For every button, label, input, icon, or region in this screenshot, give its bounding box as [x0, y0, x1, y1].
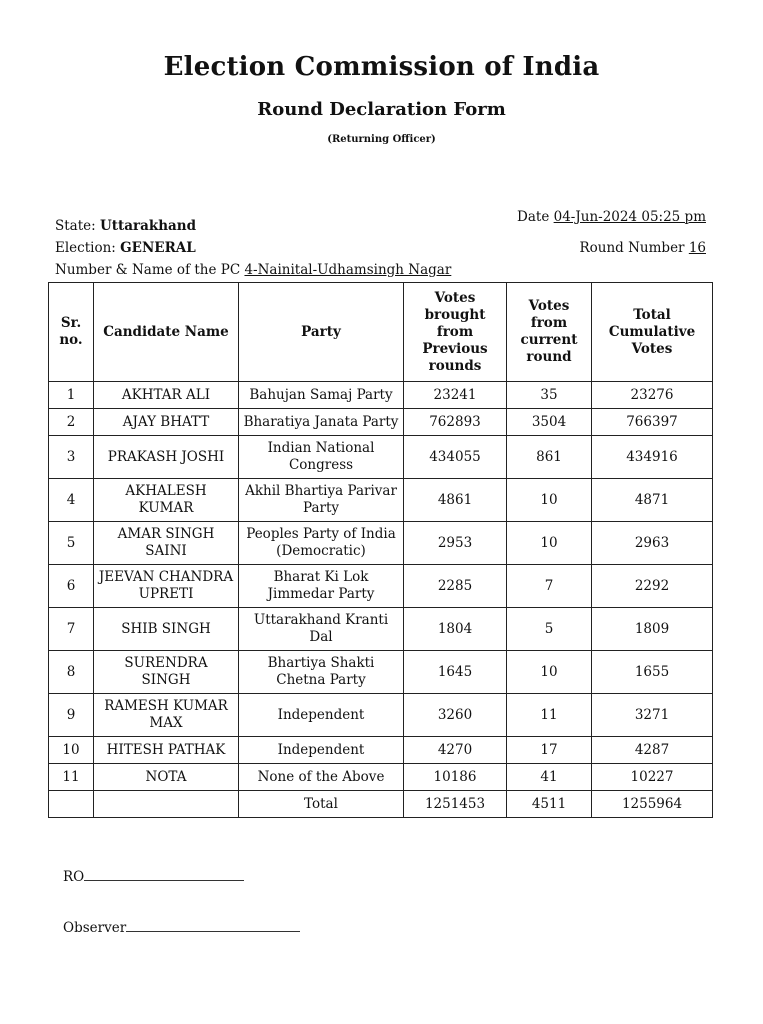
- party-cell: Bharatiya Janata Party: [239, 409, 404, 436]
- sr-no-cell: 7: [49, 608, 94, 651]
- sr-no-cell: 6: [49, 565, 94, 608]
- pc-line: [55, 262, 451, 278]
- candidate-name-cell: AKHALESH KUMAR: [94, 479, 239, 522]
- form-subtitle: Round Declaration Form: [257, 99, 506, 120]
- current-votes-cell: 17: [507, 737, 592, 764]
- candidate-name-cell: HITESH PATHAK: [94, 737, 239, 764]
- total-votes-cell: 4871: [592, 479, 713, 522]
- current-votes-cell: 35: [507, 382, 592, 409]
- total-votes-cell: 1655: [592, 651, 713, 694]
- previous-votes-cell: 4861: [404, 479, 507, 522]
- total-previous-votes-cell: 1251453: [404, 791, 507, 818]
- date-line: [517, 209, 706, 225]
- previous-votes-cell: 762893: [404, 409, 507, 436]
- current-votes-cell: 41: [507, 764, 592, 791]
- date-value: 04-Jun-2024 05:25 pm: [553, 209, 706, 225]
- table-row: [49, 382, 713, 409]
- header-candidate-name: Candidate Name: [94, 283, 239, 382]
- ro-label: RO: [63, 869, 85, 885]
- total-votes-cell: 2292: [592, 565, 713, 608]
- table-row: [49, 479, 713, 522]
- sr-no-cell: 8: [49, 651, 94, 694]
- page-title: Election Commission of India: [163, 52, 600, 82]
- total-label-cell: Total: [239, 791, 404, 818]
- candidate-name-cell: NOTA: [94, 764, 239, 791]
- total-current-votes-cell: 4511: [507, 791, 592, 818]
- sr-no-cell: 3: [49, 436, 94, 479]
- previous-votes-cell: 1645: [404, 651, 507, 694]
- current-votes-cell: 3504: [507, 409, 592, 436]
- sr-no-cell: 9: [49, 694, 94, 737]
- grand-total-votes-cell: 1255964: [592, 791, 713, 818]
- party-cell: Uttarakhand Kranti Dal: [239, 608, 404, 651]
- party-cell: None of the Above: [239, 764, 404, 791]
- officer-note: (Returning Officer): [327, 134, 436, 145]
- empty-cell: [49, 791, 94, 818]
- round-line: [580, 240, 707, 256]
- table-header-row: [49, 283, 713, 382]
- previous-votes-cell: 3260: [404, 694, 507, 737]
- candidate-name-cell: SHIB SINGH: [94, 608, 239, 651]
- table-row: [49, 565, 713, 608]
- candidate-name-cell: SURENDRA SINGH: [94, 651, 239, 694]
- election-line: [55, 240, 196, 256]
- current-votes-cell: 11: [507, 694, 592, 737]
- table-row: [49, 436, 713, 479]
- previous-votes-cell: 1804: [404, 608, 507, 651]
- party-cell: Bhartiya Shakti Chetna Party: [239, 651, 404, 694]
- table-row: [49, 764, 713, 791]
- previous-votes-cell: 2285: [404, 565, 507, 608]
- date-label: Date: [517, 209, 550, 225]
- previous-votes-cell: 4270: [404, 737, 507, 764]
- total-votes-cell: 4287: [592, 737, 713, 764]
- header-total-votes: Total Cumulative Votes: [592, 283, 713, 382]
- sr-no-cell: 2: [49, 409, 94, 436]
- header-current-votes: Votes from current round: [507, 283, 592, 382]
- current-votes-cell: 5: [507, 608, 592, 651]
- current-votes-cell: 7: [507, 565, 592, 608]
- current-votes-cell: 10: [507, 651, 592, 694]
- total-votes-cell: 1809: [592, 608, 713, 651]
- previous-votes-cell: 23241: [404, 382, 507, 409]
- sr-no-cell: 10: [49, 737, 94, 764]
- party-cell: Bahujan Samaj Party: [239, 382, 404, 409]
- current-votes-cell: 861: [507, 436, 592, 479]
- candidate-name-cell: AJAY BHATT: [94, 409, 239, 436]
- sr-no-cell: 11: [49, 764, 94, 791]
- total-votes-cell: 2963: [592, 522, 713, 565]
- pc-label: Number & Name of the PC: [55, 262, 241, 278]
- sr-no-cell: 1: [49, 382, 94, 409]
- party-cell: Akhil Bhartiya Parivar Party: [239, 479, 404, 522]
- candidate-name-cell: RAMESH KUMAR MAX: [94, 694, 239, 737]
- total-votes-cell: 23276: [592, 382, 713, 409]
- party-cell: Independent: [239, 737, 404, 764]
- header-party: Party: [239, 283, 404, 382]
- party-cell: Indian National Congress: [239, 436, 404, 479]
- previous-votes-cell: 2953: [404, 522, 507, 565]
- sr-no-cell: 5: [49, 522, 94, 565]
- observer-signature: [63, 919, 300, 936]
- ro-signature-line: [84, 868, 244, 881]
- total-votes-cell: 3271: [592, 694, 713, 737]
- observer-label: Observer: [63, 920, 127, 936]
- table-row: [49, 522, 713, 565]
- candidate-name-cell: PRAKASH JOSHI: [94, 436, 239, 479]
- table-row: [49, 608, 713, 651]
- ro-signature: [63, 868, 244, 885]
- election-value: GENERAL: [120, 240, 196, 256]
- election-label: Election:: [55, 240, 116, 256]
- table-row: [49, 651, 713, 694]
- table-row: [49, 694, 713, 737]
- candidate-name-cell: AKHTAR ALI: [94, 382, 239, 409]
- total-votes-cell: 434916: [592, 436, 713, 479]
- current-votes-cell: 10: [507, 479, 592, 522]
- party-cell: Bharat Ki Lok Jimmedar Party: [239, 565, 404, 608]
- header-sr-no: Sr. no.: [49, 283, 94, 382]
- previous-votes-cell: 434055: [404, 436, 507, 479]
- sr-no-cell: 4: [49, 479, 94, 522]
- header-previous-votes: Votes brought from Previous rounds: [404, 283, 507, 382]
- pc-value: 4-Nainital-Udhamsingh Nagar: [244, 262, 452, 278]
- table-row: [49, 409, 713, 436]
- state-line: [55, 218, 196, 234]
- total-votes-cell: 766397: [592, 409, 713, 436]
- candidate-name-cell: AMAR SINGH SAINI: [94, 522, 239, 565]
- round-label: Round Number: [579, 240, 685, 256]
- party-cell: Peoples Party of India (Democratic): [239, 522, 404, 565]
- state-label: State:: [55, 218, 96, 234]
- previous-votes-cell: 10186: [404, 764, 507, 791]
- round-value: 16: [688, 240, 706, 256]
- state-value: Uttarakhand: [99, 218, 197, 234]
- total-votes-cell: 10227: [592, 764, 713, 791]
- empty-cell: [94, 791, 239, 818]
- results-table: [48, 282, 713, 818]
- party-cell: Independent: [239, 694, 404, 737]
- observer-signature-line: [126, 919, 300, 932]
- candidate-name-cell: JEEVAN CHANDRA UPRETI: [94, 565, 239, 608]
- table-row: [49, 737, 713, 764]
- total-row: [49, 791, 713, 818]
- current-votes-cell: 10: [507, 522, 592, 565]
